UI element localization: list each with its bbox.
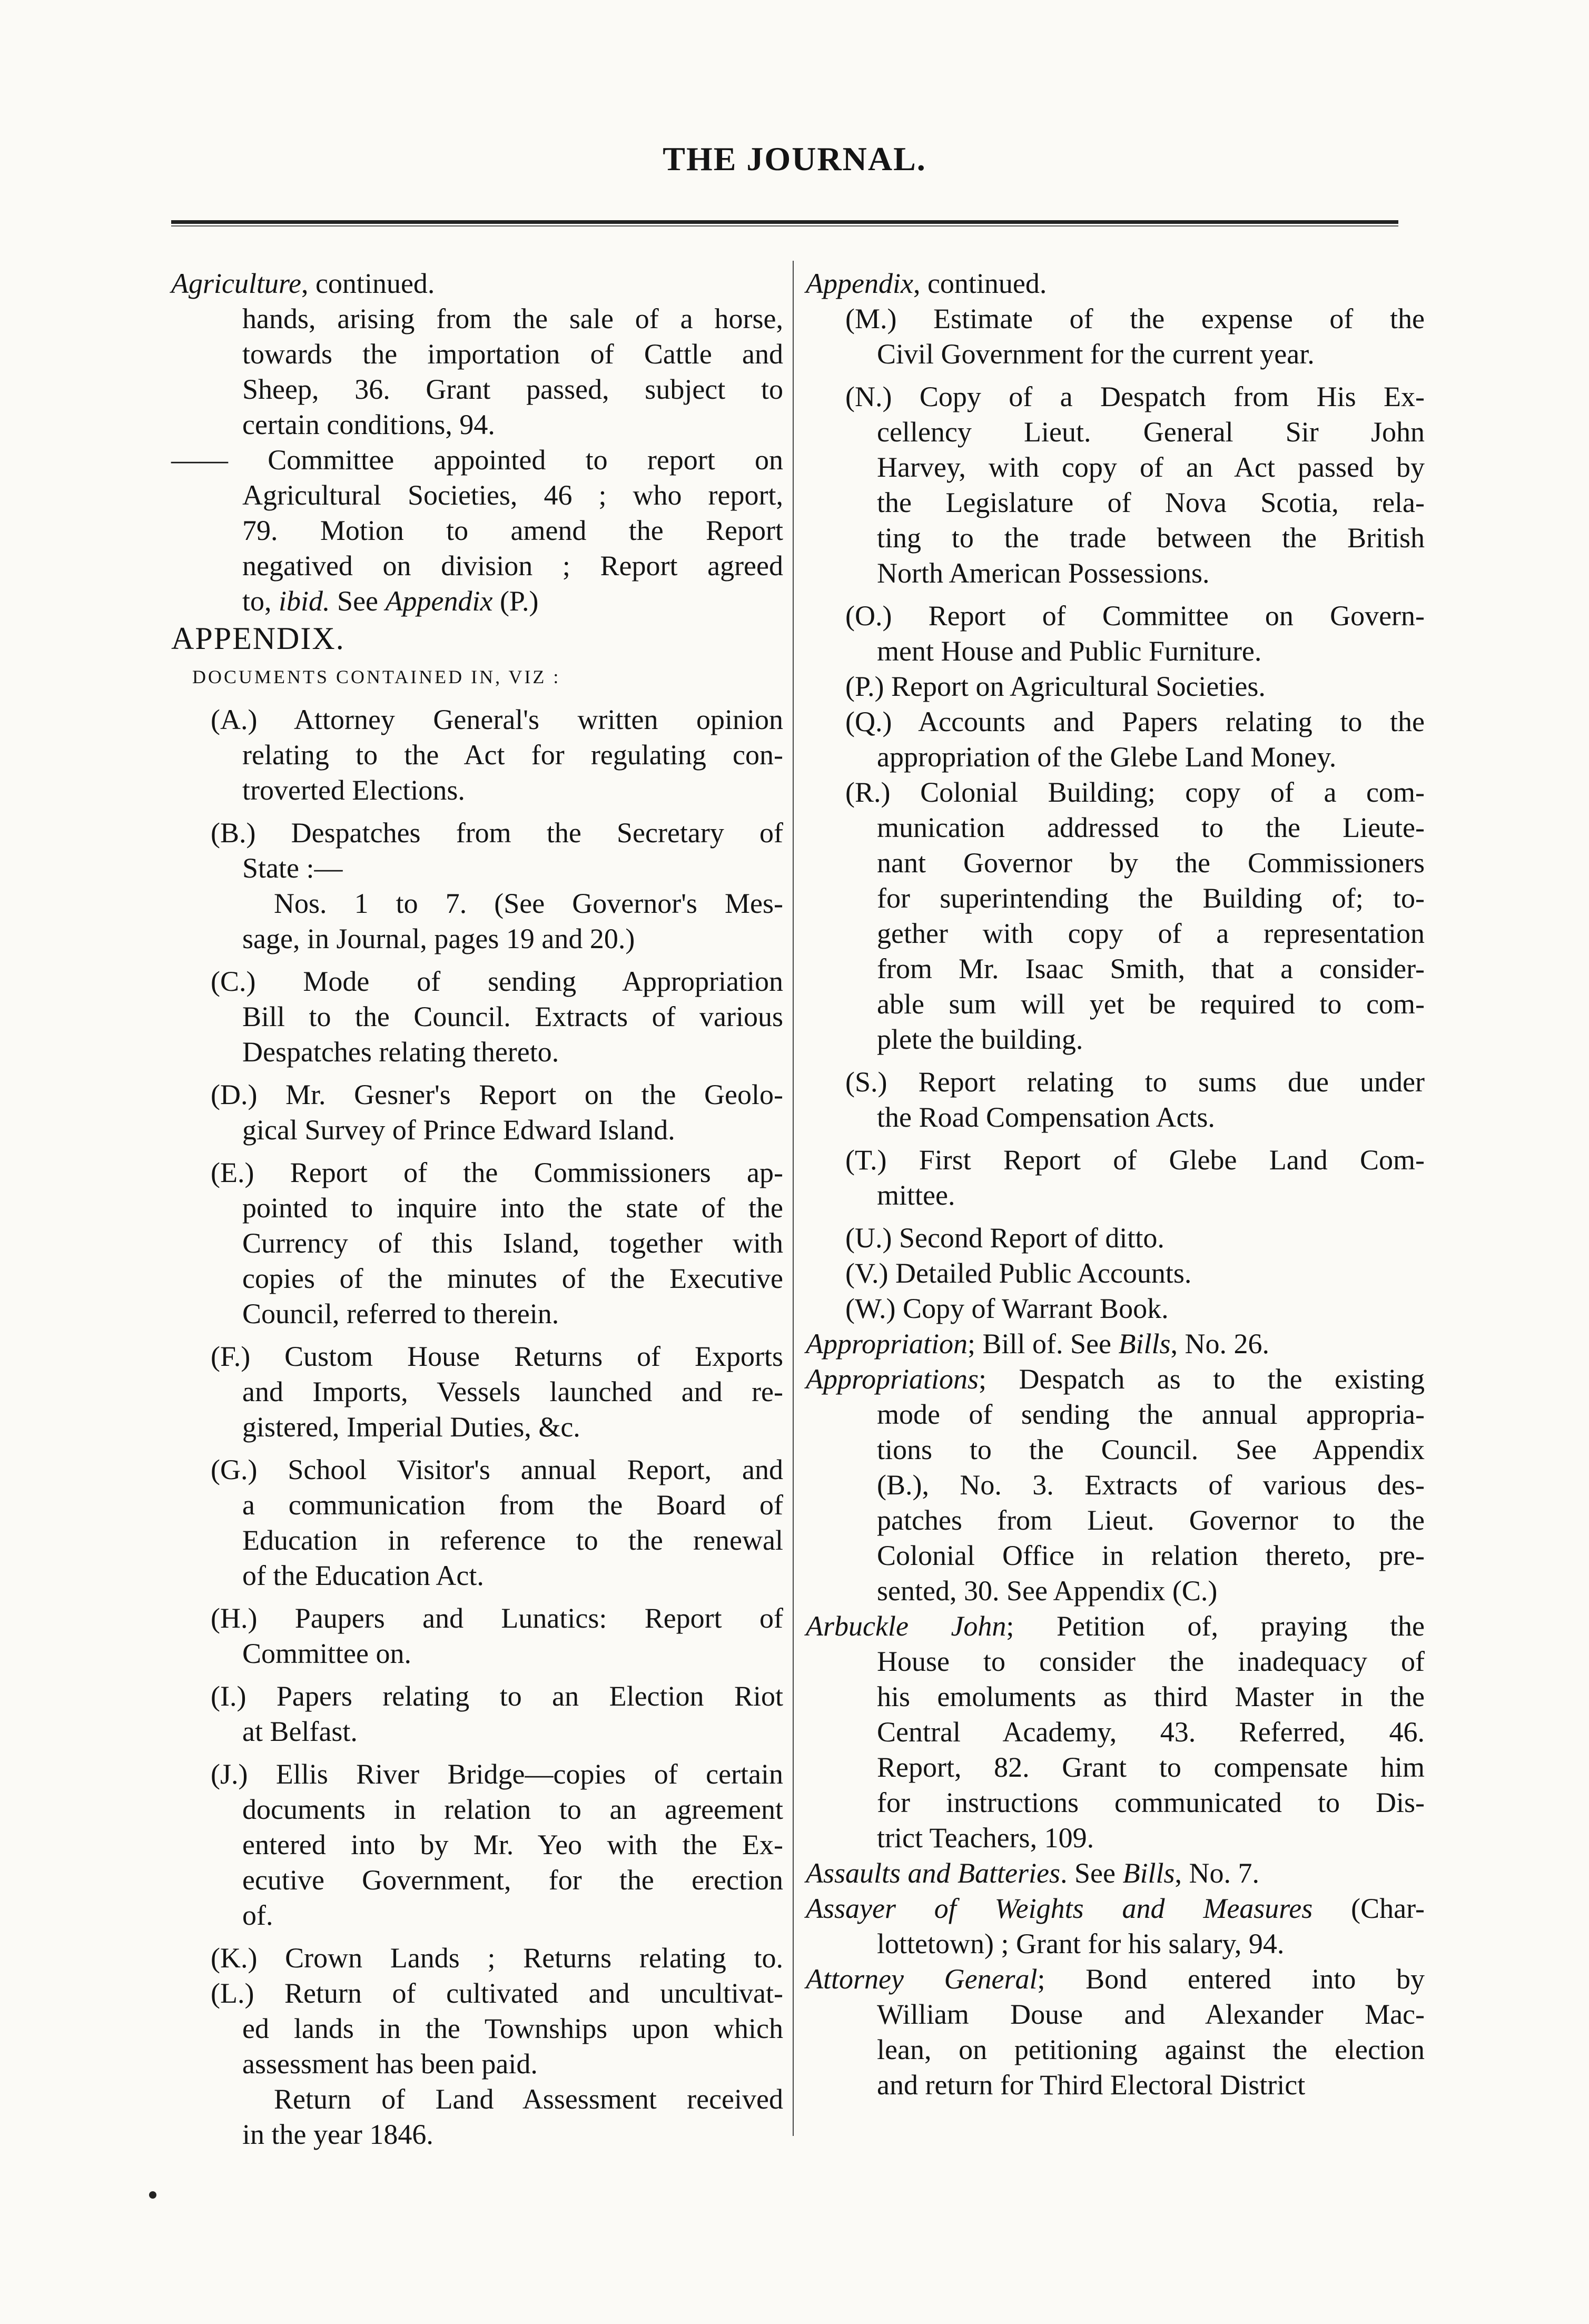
appendix-item-O: (O.) Report of Committee on Govern- ment House and Public Furniture.	[845, 600, 1425, 667]
appendix-item-E: (E.) Report of the Commissioners ap- pointed to inquire into the state of the Currency of this Island, together with copies of the minutes of the Executive Council, referred to therein.	[211, 1157, 783, 1330]
appendix-item-L-return: Return of Land Assessment received in the year 1846.	[242, 2083, 783, 2150]
text-line: Sheep, 36. Grant passed, subject to	[242, 373, 783, 405]
entry-assaults-and-batteries: Assaults and Batteries. See Bills, No. 7.	[806, 1857, 1259, 1889]
agriculture-entry-2	[171, 442, 783, 619]
text-line: Agricultural Societies, 46 ; who report,	[242, 479, 783, 511]
entry-appropriations: Appropriations; Despatch as to the existing mode of sending the annual appropria- tions to the Council. See Appendix (B.), No. 3. Extracts of various des- patches from Lieut. Governor to the Colonial Office in relation thereto, pre- sented, 30. See Appendix (C.)	[806, 1363, 1425, 1607]
appendix-item-D: (D.) Mr. Gesner's Report on the Geolo- gical Survey of Prince Edward Island.	[211, 1079, 783, 1146]
entry-attorney-general: Attorney General; Bond entered into by William Douse and Alexander Mac- lean, on petitioning against the election and return for Third Electoral District	[806, 1963, 1425, 2101]
text-line: to, ibid. See Appendix (P.)	[242, 585, 539, 617]
appendix-item-U: (U.) Second Report of ditto.	[845, 1222, 1164, 1254]
text-line: towards the importation of Cattle and	[242, 338, 783, 370]
appendix-item-B-nos: Nos. 1 to 7. (See Governor's Mes- sage, in Journal, pages 19 and 20.)	[242, 888, 783, 954]
left-continued-head: Agriculture, continued.	[171, 268, 435, 299]
appendix-item-V: (V.) Detailed Public Accounts.	[845, 1257, 1192, 1289]
text-line: certain conditions, 94.	[242, 409, 495, 440]
appendix-item-N: (N.) Copy of a Despatch from His Ex- cellency Lieut. General Sir John Harvey, with copy of an Act passed by the Legislature of Nova Scotia, rela- ting to the trade between the British North American Possessions.	[845, 381, 1425, 589]
ink-dot	[149, 2191, 156, 2199]
text-line: negatived on division ; Report agreed	[242, 550, 783, 582]
column-divider	[793, 261, 794, 2136]
appendix-heading: APPENDIX.	[171, 621, 345, 656]
entry-assayer: Assayer of Weights and Measures (Char- lottetown) ; Grant for his salary, 94.	[806, 1893, 1425, 1959]
appendix-item-S: (S.) Report relating to sums due under the Road Compensation Acts.	[845, 1066, 1425, 1133]
appendix-item-Q: (Q.) Accounts and Papers relating to the appropriation of the Glebe Land Money.	[845, 706, 1425, 773]
documents-label: DOCUMENTS CONTAINED IN, VIZ :	[192, 666, 561, 687]
appendix-item-C: (C.) Mode of sending Appropriation Bill to the Council. Extracts of various Despatches relating thereto.	[211, 966, 783, 1068]
appendix-item-R: (R.) Colonial Building; copy of a com- munication addressed to the Lieute- nant Governor by the Commissioners for superintending the Building of; to- gether with copy of a representation from Mr. Isaac Smith, that a consider- able sum will yet be required to com- plete the building.	[845, 776, 1425, 1055]
appendix-item-M: (M.) Estimate of the expense of the Civil Government for the current year.	[845, 303, 1425, 370]
agriculture-entry-1	[171, 301, 783, 442]
appendix-item-B: (B.) Despatches from the Secretary of State :—	[211, 817, 783, 884]
right-column	[806, 266, 1425, 2103]
entry-appropriation: Appropriation; Bill of. See Bills, No. 26.	[806, 1328, 1270, 1360]
appendix-item-H: (H.) Paupers and Lunatics: Report of Committee on.	[211, 1602, 783, 1669]
text-line: 79. Motion to amend the Report	[242, 515, 783, 546]
appendix-item-J: (J.) Ellis River Bridge—copies of certain documents in relation to an agreement entered into by Mr. Yeo with the Ex- ecutive Government, for the erection of.	[211, 1758, 783, 1931]
appendix-item-T: (T.) First Report of Glebe Land Com- mittee.	[845, 1144, 1425, 1211]
page-title: THE JOURNAL.	[663, 140, 926, 178]
appendix-item-K: (K.) Crown Lands ; Returns relating to.	[211, 1942, 783, 1974]
appendix-item-W: (W.) Copy of Warrant Book.	[845, 1293, 1169, 1324]
text-line: —— Committee appointed to report on	[171, 444, 783, 476]
appendix-item-P: (P.) Report on Agricultural Societies.	[845, 671, 1266, 702]
entry-arbuckle-john: Arbuckle John; Petition of, praying the House to consider the inadequacy of his emoluments as third Master in the Central Academy, 43. Referred, 46. Report, 82. Grant to compensate him for instructions communicated to Dis- trict Teachers, 109.	[806, 1610, 1425, 1854]
appendix-item-F: (F.) Custom House Returns of Exports and Imports, Vessels launched and re- gistered, Imperial Duties, &c.	[211, 1341, 783, 1443]
appendix-item-A: (A.) Attorney General's written opinion relating to the Act for regulating con- troverted Elections.	[211, 704, 783, 806]
right-continued-head: Appendix, continued.	[806, 268, 1047, 299]
appendix-item-I: (I.) Papers relating to an Election Riot at Belfast.	[211, 1680, 783, 1747]
left-column	[171, 266, 783, 2152]
appendix-item-L: (L.) Return of cultivated and uncultivat- ed lands in the Townships upon which assessment has been paid.	[211, 1977, 783, 2080]
text-line: hands, arising from the sale of a horse,	[242, 303, 783, 334]
header-rule	[171, 220, 1398, 227]
appendix-item-G: (G.) School Visitor's annual Report, and a communication from the Board of Education in reference to the renewal of the Education Act.	[211, 1454, 783, 1591]
